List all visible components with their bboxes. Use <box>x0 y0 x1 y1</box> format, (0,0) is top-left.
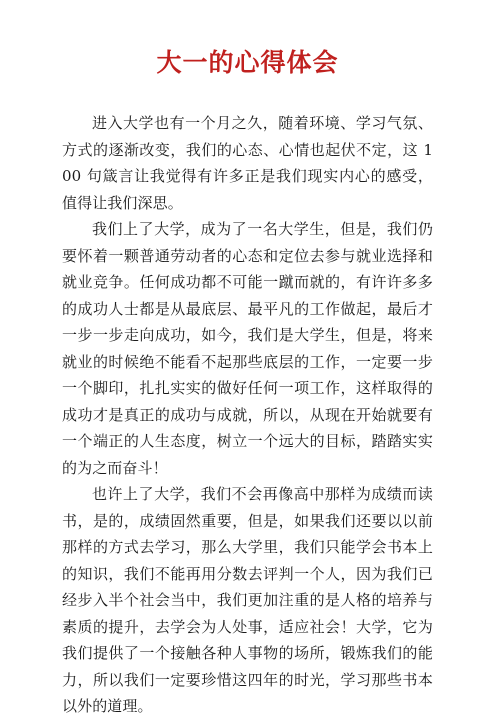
paragraph-1: 进入大学也有一个月之久，随着环境、学习气氛、方式的逐渐改变，我们的心态、心情也起伏不定，这 100 句箴言让我觉得有许多正是我们现实内心的感受，值得让我们深思。 <box>62 114 433 212</box>
page-title: 大一的心得体会 <box>156 48 339 77</box>
document-body <box>62 110 433 720</box>
paragraph-2: 我们上了大学，成为了一名大学生，但是，我们仍要怀着一颗普通劳动者的心态和定位去参与就业选择和就业竞争。任何成功都不可能一蹴而就的，有许许多多的成功人士都是从最底层、最平凡的工作做起，最后才一步一步走向成功，如今，我们是大学生，但是，将来就业的时候绝不能看不起那些底层的工作，一定要一步一个脚印，扎扎实实的做好任何一项工作，这样取得的成功才是真正的成功与成就，所以，从现在开始就要有一个端正的人生态度，树立一个远大的目标，踏踏实实的为之而奋斗！ <box>62 220 433 477</box>
paragraph-3: 也许上了大学，我们不会再像高中那样为成绩而读书，是的，成绩固然重要，但是，如果我们还要以以前那样的方式去学习，那么大学里，我们只能学会书本上的知识，我们不能再用分数去评判一个人，因为我们已经步入半个社会当中，我们更加注重的是人格的培养与素质的提升，去学会为人处事，适应社会！大学，它为我们提供了一个接触各种人事物的场所，锻炼我们的能力，所以我们一定要珍惜这四年的时光，学习那些书本以外的道理。 <box>62 485 433 715</box>
